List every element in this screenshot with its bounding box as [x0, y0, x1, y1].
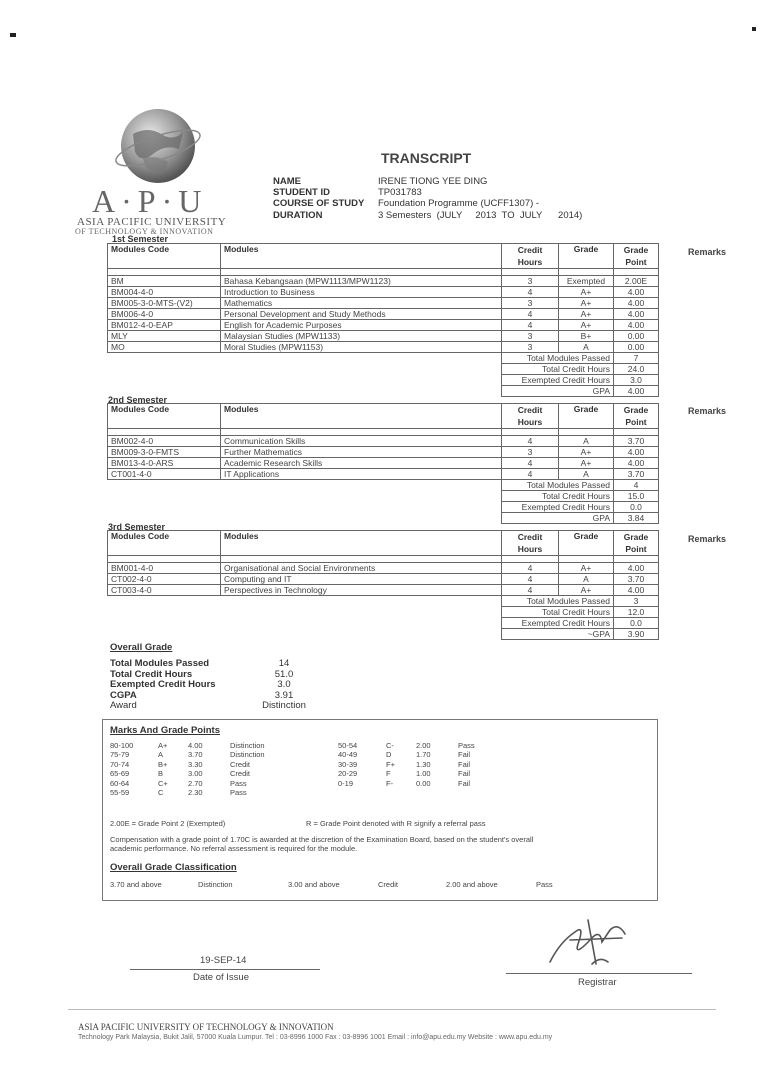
- table-spacer-row: [108, 269, 659, 276]
- module-code-cell: BM005-3-0-MTS-(V2): [108, 298, 221, 309]
- spacer-cell: [108, 269, 221, 276]
- spacer-cell: [614, 429, 659, 436]
- module-name-cell: Moral Studies (MPW1153): [221, 342, 502, 353]
- spacer-cell: [614, 269, 659, 276]
- spacer-cell: [221, 269, 502, 276]
- summary-label: Total Modules Passed: [502, 596, 614, 607]
- module-name-cell: Academic Research Skills: [221, 458, 502, 469]
- credit-hours-cell: 3: [502, 331, 559, 342]
- module-name-cell: Malaysian Studies (MPW1133): [221, 331, 502, 342]
- grade-cell: A+: [559, 563, 614, 574]
- table-row: [108, 342, 659, 353]
- grade-point-cell: 2.00E: [614, 276, 659, 287]
- module-code-cell: MLY: [108, 331, 221, 342]
- semester-3-remarks-header: Remarks: [688, 534, 727, 544]
- table-header-row: [108, 531, 659, 556]
- semester-1-remarks-header: Remarks: [688, 247, 727, 257]
- grade-cell: A+: [559, 447, 614, 458]
- credit-hours-cell: 4: [502, 585, 559, 596]
- summary-value: 0.0: [614, 502, 659, 513]
- classification-label: Distinction: [198, 880, 233, 889]
- module-code-cell: BM: [108, 276, 221, 287]
- summary-row: [108, 618, 659, 629]
- table-row: [108, 320, 659, 331]
- credit-hours-cell: 3: [502, 298, 559, 309]
- grade-cell: B+: [559, 331, 614, 342]
- note-compensation-2: academic performance. No referral assessment is required for the module.: [110, 844, 358, 853]
- summary-label: Exempted Credit Hours: [502, 502, 614, 513]
- marks-grade: B+: [158, 759, 168, 769]
- marks-point: 3.30: [188, 759, 203, 769]
- summary-row: [108, 502, 659, 513]
- footer-divider: [68, 1009, 716, 1010]
- marks-grade: C+: [158, 778, 168, 788]
- marks-range: 70-74: [110, 759, 130, 769]
- marks-grade: C-: [386, 741, 394, 750]
- credit-hours-cell: 4: [502, 469, 559, 480]
- spacer-cell: [559, 429, 614, 436]
- overall-grade-title: Overall Grade: [110, 642, 173, 653]
- module-name-cell: Introduction to Business: [221, 287, 502, 298]
- summary-row: [108, 629, 659, 640]
- marks-range: 0-19: [338, 778, 354, 788]
- grade-cell: Exempted: [559, 276, 614, 287]
- header-credit-hours: Credit Hours: [502, 531, 559, 556]
- marks-grade: F-: [386, 778, 394, 788]
- module-code-cell: CT001-4-0: [108, 469, 221, 480]
- summary-label: Exempted Credit Hours: [502, 618, 614, 629]
- summary-spacer: [108, 618, 502, 629]
- grade-cell: A+: [559, 585, 614, 596]
- grade-cell: A+: [559, 458, 614, 469]
- table-row: [108, 331, 659, 342]
- grade-point-cell: 4.00: [614, 309, 659, 320]
- spacer-cell: [221, 429, 502, 436]
- header-grade-point: Grade Point: [614, 244, 659, 269]
- note-exempted: 2.00E = Grade Point 2 (Exempted): [110, 819, 226, 828]
- marks-class: Credit: [230, 759, 251, 769]
- marks-range: 80-100: [110, 741, 134, 750]
- table-row: [108, 287, 659, 298]
- credit-hours-cell: 3: [502, 276, 559, 287]
- module-code-cell: CT002-4-0: [108, 574, 221, 585]
- summary-label: Total Modules Passed: [502, 353, 614, 364]
- grade-point-cell: 4.00: [614, 287, 659, 298]
- marks-title: Marks And Grade Points: [110, 725, 220, 736]
- spacer-cell: [502, 429, 559, 436]
- module-name-cell: Personal Development and Study Methods: [221, 309, 502, 320]
- module-code-cell: BM001-4-0: [108, 563, 221, 574]
- grade-cell: A: [559, 436, 614, 447]
- grade-point-cell: 4.00: [614, 458, 659, 469]
- header-grade-point: Grade Point: [614, 404, 659, 429]
- header-modules: Modules: [221, 531, 502, 556]
- marks-class: Distinction: [230, 750, 265, 760]
- credit-hours-cell: 3: [502, 342, 559, 353]
- overall-value: Distinction: [262, 700, 306, 711]
- table-row: [108, 458, 659, 469]
- classification-title: Overall Grade Classification: [110, 862, 237, 873]
- spacer-cell: [502, 269, 559, 276]
- spacer-cell: [559, 556, 614, 563]
- marks-class: Pass: [230, 787, 247, 797]
- module-code-cell: CT003-4-0: [108, 585, 221, 596]
- marks-range: 30-39: [338, 759, 358, 769]
- module-code-cell: BM012-4-0-EAP: [108, 320, 221, 331]
- summary-spacer: [108, 596, 502, 607]
- header-credit-hours: Credit Hours: [502, 244, 559, 269]
- module-code-cell: BM004-4-0: [108, 287, 221, 298]
- summary-spacer: [108, 513, 502, 524]
- name-label: NAME: [273, 176, 301, 187]
- module-code-cell: BM002-4-0: [108, 436, 221, 447]
- marks-grade: F+: [386, 759, 395, 769]
- table-row: [108, 469, 659, 480]
- registrar-label: Registrar: [578, 977, 617, 988]
- student-info-values: [378, 176, 582, 221]
- marks-range: 40-49: [338, 750, 358, 760]
- grade-point-cell: 3.70: [614, 574, 659, 585]
- table-row: [108, 574, 659, 585]
- summary-value: 0.0: [614, 618, 659, 629]
- table-row: [108, 309, 659, 320]
- credit-hours-cell: 3: [502, 447, 559, 458]
- credit-hours-cell: 4: [502, 458, 559, 469]
- course-label: COURSE OF STUDY: [273, 198, 365, 210]
- table-row: [108, 298, 659, 309]
- marks-point: 1.70: [416, 750, 431, 760]
- marks-point: 2.30: [188, 787, 203, 797]
- overall-value: 14: [278, 658, 290, 669]
- course-of-study: Foundation Programme (UCFF1307) -: [378, 198, 540, 210]
- header-grade-point: Grade Point: [614, 531, 659, 556]
- footer-university-name: ASIA PACIFIC UNIVERSITY OF TECHNOLOGY & INNOVATION: [78, 1022, 334, 1032]
- overall-value: 3.91: [274, 689, 294, 701]
- summary-value: 4: [614, 480, 659, 491]
- overall-label: Total Modules Passed: [110, 658, 210, 669]
- summary-row: [108, 480, 659, 491]
- marks-point: 0.00: [416, 778, 431, 788]
- marks-grade: F: [386, 769, 391, 779]
- overall-label: Total Credit Hours: [110, 668, 193, 680]
- summary-spacer: [108, 629, 502, 640]
- overall-value: 51.0: [274, 668, 294, 680]
- summary-spacer: [108, 502, 502, 513]
- summary-spacer: [108, 480, 502, 491]
- module-name-cell: Bahasa Kebangsaan (MPW1113/MPW1123): [221, 276, 502, 287]
- table-row: [108, 447, 659, 458]
- semester-2-remarks-header: Remarks: [688, 406, 727, 416]
- semester-3-table: [107, 530, 659, 640]
- marks-box: [102, 719, 658, 901]
- date-signature-line: [130, 969, 320, 970]
- classification-label: Credit: [378, 880, 399, 889]
- summary-row: [108, 364, 659, 375]
- marks-point: 4.00: [188, 741, 203, 750]
- grade-point-cell: 4.00: [614, 563, 659, 574]
- semester-2-title: 2nd Semester: [108, 395, 168, 405]
- summary-value: 3.84: [614, 513, 659, 524]
- grade-point-cell: 0.00: [614, 331, 659, 342]
- summary-label: Total Credit Hours: [502, 491, 614, 502]
- credit-hours-cell: 4: [502, 309, 559, 320]
- marks-class: Credit: [230, 769, 251, 779]
- marks-grade: C: [158, 787, 164, 797]
- marks-point: 1.00: [416, 769, 431, 779]
- spacer-cell: [502, 556, 559, 563]
- summary-label: GPA: [502, 386, 614, 397]
- overall-grade-values: [262, 659, 306, 712]
- summary-spacer: [108, 607, 502, 618]
- marks-range: 50-54: [338, 741, 358, 750]
- summary-spacer: [108, 375, 502, 386]
- footer-address: Technology Park Malaysia, Bukit Jalil, 57000 Kuala Lumpur. Tel : 03-8996 1000 Fax : 03-8996 1001 Email : info@apu.edu.my Website : www.apu.edu.my: [78, 1034, 553, 1041]
- grade-point-cell: 0.00: [614, 342, 659, 353]
- marks-range: 55-59: [110, 787, 130, 797]
- module-name-cell: English for Academic Purposes: [221, 320, 502, 331]
- credit-hours-cell: 4: [502, 574, 559, 585]
- student-name: IRENE TIONG YEE DING: [378, 176, 488, 187]
- module-code-cell: BM009-3-0-FMTS: [108, 447, 221, 458]
- marks-grade: D: [386, 750, 392, 760]
- summary-spacer: [108, 353, 502, 364]
- spacer-cell: [221, 556, 502, 563]
- logo-acronym: A·P·U: [92, 183, 208, 219]
- classification-range: 3.70 and above: [110, 880, 162, 889]
- header-credit-hours: Credit Hours: [502, 404, 559, 429]
- overall-label: Exempted Credit Hours: [110, 679, 216, 690]
- classification-range: 3.00 and above: [288, 880, 340, 889]
- module-name-cell: Further Mathematics: [221, 447, 502, 458]
- summary-value: 7: [614, 353, 659, 364]
- grade-cell: A: [559, 342, 614, 353]
- student-id-label: STUDENT ID: [273, 187, 330, 199]
- summary-value: 24.0: [614, 364, 659, 375]
- semester-1-title: 1st Semester: [112, 234, 169, 244]
- header-module-code: Modules Code: [108, 404, 221, 429]
- issue-date-label: Date of Issue: [193, 972, 249, 983]
- module-name-cell: Organisational and Social Environments: [221, 563, 502, 574]
- note-referral: R = Grade Point denoted with R signify a referral pass: [306, 819, 486, 828]
- marks-class: Fail: [458, 778, 471, 788]
- module-name-cell: Communication Skills: [221, 436, 502, 447]
- overall-label: CGPA: [110, 689, 137, 701]
- grade-cell: A+: [559, 309, 614, 320]
- header-modules: Modules: [221, 244, 502, 269]
- summary-label: ~GPA: [502, 629, 614, 640]
- spacer-cell: [108, 556, 221, 563]
- spacer-cell: [614, 556, 659, 563]
- summary-value: 12.0: [614, 607, 659, 618]
- marks-class: Distinction: [230, 741, 265, 750]
- summary-spacer: [108, 491, 502, 502]
- summary-row: [108, 596, 659, 607]
- grade-cell: A+: [559, 287, 614, 298]
- issue-date: 19-SEP-14: [200, 955, 247, 966]
- grade-cell: A+: [559, 298, 614, 309]
- marks-range: 75-79: [110, 750, 130, 760]
- marks-range: 20-29: [338, 769, 358, 779]
- student-info-labels: [273, 176, 364, 221]
- grade-point-cell: 3.70: [614, 469, 659, 480]
- summary-label: Total Modules Passed: [502, 480, 614, 491]
- module-name-cell: IT Applications: [221, 469, 502, 480]
- duration-label: DURATION: [273, 209, 323, 221]
- header-module-code: Modules Code: [108, 531, 221, 556]
- marks-point: 3.00: [188, 769, 203, 779]
- table-header-row: [108, 404, 659, 429]
- grade-point-cell: 4.00: [614, 585, 659, 596]
- document-title: TRANSCRIPT: [381, 150, 472, 166]
- overall-label: Award: [110, 700, 137, 711]
- grade-point-cell: 4.00: [614, 320, 659, 331]
- marks-class: Fail: [458, 759, 471, 769]
- marks-class: Pass: [458, 741, 475, 750]
- summary-label: Total Credit Hours: [502, 364, 614, 375]
- module-name-cell: Perspectives in Technology: [221, 585, 502, 596]
- summary-spacer: [108, 364, 502, 375]
- summary-row: [108, 386, 659, 397]
- marks-range: 60-64: [110, 778, 130, 788]
- scan-mark: [752, 27, 756, 31]
- semester-3-title: 3rd Semester: [108, 522, 166, 532]
- summary-row: [108, 353, 659, 364]
- summary-label: Exempted Credit Hours: [502, 375, 614, 386]
- summary-value: 3.90: [614, 629, 659, 640]
- logo-university: ASIA PACIFIC UNIVERSITY: [77, 216, 227, 228]
- summary-label: Total Credit Hours: [502, 607, 614, 618]
- summary-row: [108, 375, 659, 386]
- table-header-row: [108, 244, 659, 269]
- table-spacer-row: [108, 429, 659, 436]
- classification-label: Pass: [536, 880, 553, 889]
- summary-value: 15.0: [614, 491, 659, 502]
- grade-cell: A: [559, 469, 614, 480]
- registrar-signature-line: [506, 973, 692, 974]
- header-modules: Modules: [221, 404, 502, 429]
- logo-tagline: OF TECHNOLOGY & INNOVATION: [75, 227, 214, 236]
- summary-row: [108, 513, 659, 524]
- marks-grade: A: [158, 750, 164, 760]
- header-grade: Grade: [559, 244, 614, 269]
- credit-hours-cell: 4: [502, 287, 559, 298]
- marks-range: 65-69: [110, 769, 130, 779]
- summary-value: 4.00: [614, 386, 659, 397]
- credit-hours-cell: 4: [502, 436, 559, 447]
- marks-class: Fail: [458, 750, 471, 760]
- module-name-cell: Computing and IT: [221, 574, 502, 585]
- marks-grade: A+: [158, 741, 168, 750]
- table-row: [108, 436, 659, 447]
- summary-row: [108, 491, 659, 502]
- duration: 3 Semesters (JULY 2013 TO JULY 2014): [378, 209, 583, 221]
- table-spacer-row: [108, 556, 659, 563]
- header-module-code: Modules Code: [108, 244, 221, 269]
- scan-mark: [10, 33, 16, 37]
- summary-row: [108, 607, 659, 618]
- credit-hours-cell: 4: [502, 563, 559, 574]
- classification-range: 2.00 and above: [446, 880, 498, 889]
- table-row: [108, 585, 659, 596]
- semester-1-table: [107, 243, 659, 397]
- overall-value: 3.0: [277, 679, 291, 690]
- module-code-cell: BM013-4-0-ARS: [108, 458, 221, 469]
- marks-class: Pass: [230, 778, 247, 788]
- grade-cell: A: [559, 574, 614, 585]
- summary-label: GPA: [502, 513, 614, 524]
- grade-cell: A+: [559, 320, 614, 331]
- table-row: [108, 563, 659, 574]
- grade-point-cell: 3.70: [614, 436, 659, 447]
- marks-point: 1.30: [416, 759, 431, 769]
- registrar-signature: [530, 912, 645, 972]
- table-row: [108, 276, 659, 287]
- marks-class: Fail: [458, 769, 471, 779]
- header-grade: Grade: [559, 404, 614, 429]
- marks-grade: B: [158, 769, 164, 779]
- marks-point: 2.70: [188, 778, 203, 788]
- student-id: TP031783: [378, 187, 422, 199]
- grade-point-cell: 4.00: [614, 298, 659, 309]
- note-compensation-1: Compensation with a grade point of 1.70C is awarded at the discretion of the Examination Board, based on the student's overall: [110, 835, 534, 844]
- module-code-cell: BM006-4-0: [108, 309, 221, 320]
- summary-value: 3.0: [614, 375, 659, 386]
- header-grade: Grade: [559, 531, 614, 556]
- grade-point-cell: 4.00: [614, 447, 659, 458]
- overall-grade-labels: [110, 659, 216, 712]
- marks-point: 3.70: [188, 750, 203, 760]
- spacer-cell: [559, 269, 614, 276]
- spacer-cell: [108, 429, 221, 436]
- summary-value: 3: [614, 596, 659, 607]
- credit-hours-cell: 4: [502, 320, 559, 331]
- marks-point: 2.00: [416, 741, 431, 750]
- module-code-cell: MO: [108, 342, 221, 353]
- globe-logo-icon: [113, 104, 203, 194]
- semester-2-table: [107, 403, 659, 524]
- module-name-cell: Mathematics: [221, 298, 502, 309]
